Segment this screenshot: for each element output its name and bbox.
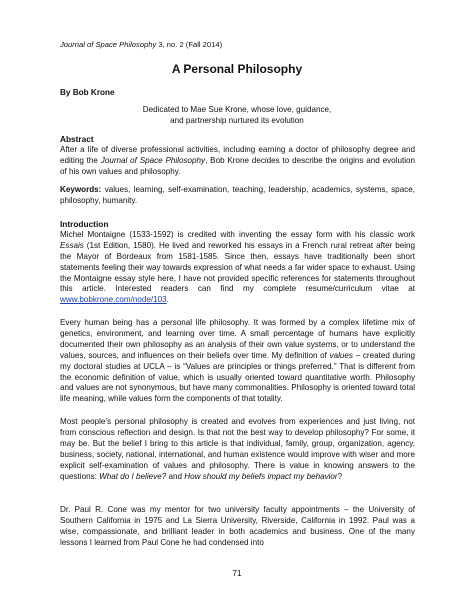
- abstract-section: [60, 134, 415, 178]
- intro-paragraph-3: Most people’s personal philosophy is created and evolves from experiences and just living, not from conscious reflection and design. Is that not the best way to develop philosophy? For some, it may be. But the belief I bring to this article is that individual, family, group, organization, agency, business, society, national, international, and human existence would improve with wiser and more explicit self-examination of values and philosophy. There is value in knowing answers to the questions: What do I believe? and How should my beliefs impact my behavior?: [60, 417, 415, 481]
- introduction-section: [60, 219, 415, 306]
- intro-paragraph-2-block: [60, 318, 415, 405]
- dedication-line-2: and partnership nurtured its evolution: [170, 116, 304, 125]
- journal-name: Journal of Space Philosophy: [60, 40, 157, 49]
- journal-issue: 3, no. 2 (Fall 2014): [156, 40, 223, 49]
- values-term: values: [329, 350, 353, 360]
- abstract-journal-title: Journal of Space Philosophy: [100, 155, 206, 165]
- running-head: [60, 40, 222, 49]
- intro-paragraph-4-block: [60, 505, 415, 549]
- question-1: What do I believe?: [99, 471, 167, 481]
- dedication-line-1: Dedicated to Mae Sue Krone, whose love, guidance,: [142, 105, 332, 114]
- keywords-label: Keywords:: [60, 185, 102, 194]
- abstract-heading: Abstract: [60, 134, 94, 144]
- keywords-text: Keywords: values, learning, self-examination, teaching, leadership, academics, systems, space, philosophy, humanity.: [60, 185, 415, 205]
- intro-paragraph-2: Every human being has a personal life philosophy. It was formed by a complex lifetime mix of genetics, environment, and learning over time. A small percentage of humans have explicitly documented their own philosophy as an analysis of their own value systems, or to understand the values, sources, and influences on their beliefs over time. My definition of values – created during my doctoral studies at UCLA – is “Values are principles or things preferred.” That is different from the economic definition of value, which is usually oriented toward quantitative worth. Philosophy and values are not synonymous, but have many commonalities. Philosophy is oriented toward total life meaning, while values form the components of that totality.: [60, 318, 415, 404]
- introduction-heading: Introduction: [60, 219, 109, 229]
- essais-title: Essais: [60, 240, 84, 250]
- abstract-text: After a life of diverse professional activities, including earning a doctor of philosophy degree and editing the Journal of Space Philosophy, Bob Krone decides to describe the origins and evolution of his own values and philosophy.: [60, 144, 415, 176]
- author-byline: By Bob Krone: [60, 88, 115, 97]
- intro-paragraph-4: Dr. Paul R. Cone was my mentor for two university faculty appointments – the University of Southern California in 1975 and La Sierra University, Riverside, California in 1992. Paul was a wise, compassionate, and brilliant leader in both academics and business. One of the many lessons I learned from Paul Cone he had condensed into: [60, 505, 415, 547]
- page-number: 71: [232, 568, 242, 578]
- article-title: A Personal Philosophy: [171, 62, 303, 76]
- keywords-section: [60, 185, 415, 207]
- resume-link[interactable]: www.bobkrone.com/node/103: [60, 295, 167, 305]
- intro-paragraph-3-block: [60, 417, 415, 482]
- intro-paragraph-1: Michel Montaigne (1533-1592) is credited with inventing the essay form with his classic work Essais (1st Edition, 1580). He lived and reworked his essays in a French rural retreat after being the Mayor of Bordeaux from 1581-1585. Since then, essays have traditionally been short statements feeling their way towards expression of what needs a far wider space to exhaust. Using the Montaigne essay style here, I have not provided specific references for statements throughout this article. Interested readers can find my complete resume/curriculum vitae at www.bobkrone.com/node/103.: [60, 229, 415, 305]
- dedication: [60, 104, 414, 126]
- question-2: How should my beliefs impact my behavior: [184, 471, 338, 481]
